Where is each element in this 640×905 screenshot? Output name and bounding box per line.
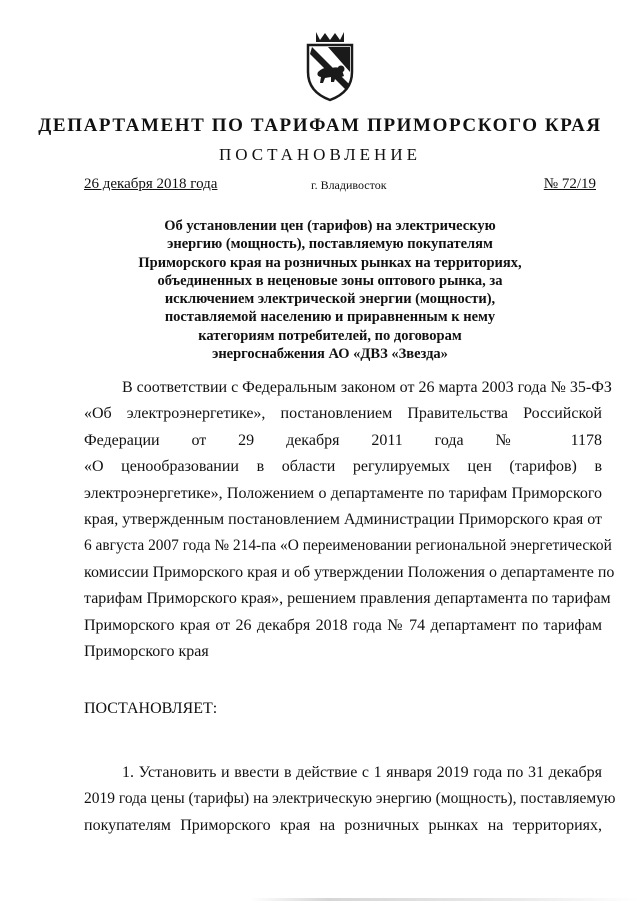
subject-line: категориям потребителей, по договорам [198,327,462,344]
item-1-paragraph [84,760,616,839]
preamble-line: электроэнергетике», Положением о департаменте по тарифам Приморского [84,484,602,502]
subject-line: Приморского края на розничных рынках на территориях, [138,254,522,271]
subject-line: Об установлении цен (тарифов) на электрическую [164,218,496,234]
subject-line: исключением электрической энергии (мощности), [164,291,496,308]
preamble-line: Приморского края [84,642,209,660]
item-line: 2019 года цены (тарифы) на электрическую энергию (мощность), поставляемую [84,790,616,808]
document-city: г. Владивосток [311,178,387,192]
primorsky-coat-of-arms-icon [298,28,362,104]
subject-line: энергоснабжения АО «ДВЗ «Звезда» [212,346,448,363]
preamble-line: Федерации от 29 декабря 2011 года № 1178 [84,431,602,449]
subject-line: поставляемой населению и приравненным к нему [164,309,496,326]
preamble-line: 6 августа 2007 года № 214-па «О переименовании региональной энергетической [84,537,612,555]
department-title: ДЕПАРТАМЕНТ ПО ТАРИФАМ ПРИМОРСКОГО КРАЯ [38,115,602,136]
preamble-line: тарифам Приморского края», решением правления департамента по тарифам [84,590,611,608]
item-line: покупателям Приморского края на розничных рынках на территориях, [84,816,602,834]
preamble-line: края, утвержденным постановлением Администрации Приморского края от [84,510,602,528]
document-type: ПОСТАНОВЛЕНИЕ [218,145,421,164]
scan-edge-artifact [250,898,640,901]
resolve-heading: ПОСТАНОВЛЯЕТ: [84,700,218,717]
document-number: № 72/19 [543,176,596,192]
preamble-line: «О ценообразовании в области регулируемых цен (тарифов) в [84,458,602,476]
preamble-line: Приморского края от 26 декабря 2018 года № 74 департамент по тарифам [84,616,602,634]
document-date: 26 декабря 2018 года [84,176,218,192]
preamble-line: комиссии Приморского края и об утверждении Положения о департаменте по [84,563,615,581]
preamble-line: В соответствии с Федеральным законом от 26 марта 2003 года № 35-ФЗ [122,379,612,396]
document-subject [120,217,540,363]
preamble-paragraph [84,375,615,665]
subject-line: энергию (мощность), поставляемую покупателям [167,236,493,253]
item-line: 1. Установить и ввести в действие с 1 января 2019 года по 31 декабря [122,764,602,781]
subject-line: объединенных в неценовые зоны оптового рынка, за [157,272,503,289]
preamble-line: «Об электроэнергетике», постановлением Правительства Российской [84,405,602,423]
